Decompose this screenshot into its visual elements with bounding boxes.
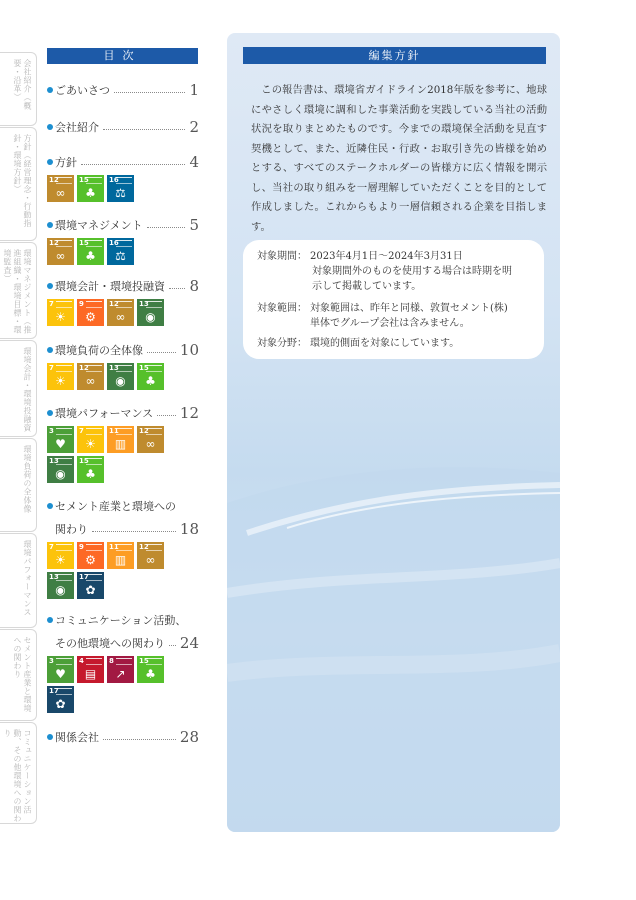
- bullet-icon: [47, 617, 53, 623]
- sdg-glyph: ◉: [145, 310, 156, 324]
- side-tab-label: 環境負荷の全体像: [23, 445, 32, 513]
- toc-entry[interactable]: [47, 215, 199, 265]
- sdg-goal-16-icon: [107, 175, 134, 202]
- bullet-icon: [47, 734, 53, 740]
- toc-row: [47, 496, 199, 514]
- side-tab-performance[interactable]: [0, 533, 37, 628]
- sdg-caption-lines: [86, 574, 102, 581]
- policy-body: この報告書は、環境省ガイドライン2018年版を参考に、地球にやさしく環境に調和した事業活動を実践している当社の活動状況を取りまとめたものです。今までの環境保全活動を見直す契機として、また、近隣住民・行政・お取引き先の皆様を始めとする、すべてのステークホルダーの皆様方に広く情報を開示し、当社の取り組みを一層理解していただくことを目的として作成しました。これからもより一層信頼される企業を目指します。: [251, 84, 547, 233]
- sdg-icons: [47, 363, 167, 390]
- sdg-caption-lines: [86, 177, 102, 184]
- sdg-caption-lines: [146, 658, 162, 665]
- sdg-caption-lines: [86, 365, 102, 372]
- toc-page-number: 8: [189, 277, 199, 295]
- sdg-number: 15: [139, 657, 149, 665]
- sdg-goal-15-icon: [137, 363, 164, 390]
- sdg-glyph: ▥: [114, 553, 127, 567]
- info-key: 対象期間：: [257, 251, 307, 262]
- sdg-number: 15: [79, 176, 89, 184]
- leader-dots: [169, 645, 176, 646]
- toc-page-number: 24: [179, 634, 199, 652]
- sdg-number: 15: [79, 457, 89, 465]
- toc-title: 目次: [47, 48, 198, 64]
- toc-row: [47, 215, 199, 233]
- side-tab-management[interactable]: [0, 242, 37, 339]
- sdg-glyph: ↗: [115, 667, 126, 681]
- sdg-number: 12: [139, 427, 149, 435]
- sdg-number: 13: [109, 364, 119, 372]
- sdg-glyph: ♣: [145, 667, 156, 681]
- side-tab-load[interactable]: [0, 438, 37, 532]
- toc-page-number: 10: [179, 341, 199, 359]
- sdg-caption-lines: [86, 458, 102, 465]
- sdg-glyph: ▤: [84, 667, 97, 681]
- leader-dots: [103, 129, 185, 130]
- leader-dots: [147, 227, 186, 228]
- leader-dots: [157, 415, 176, 416]
- sdg-number: 13: [139, 300, 149, 308]
- sdg-goal-17-icon: [47, 686, 74, 713]
- side-tab-company[interactable]: [0, 52, 37, 126]
- sdg-goal-12-icon: [77, 363, 104, 390]
- sdg-caption-lines: [116, 658, 132, 665]
- sdg-caption-lines: [146, 301, 162, 308]
- sdg-number: 13: [49, 573, 59, 581]
- info-value: 対象期間外のものを使用する場合は時期を明: [312, 265, 512, 277]
- sdg-glyph: ☀: [55, 553, 66, 567]
- side-tab-label: 会社紹介（概要・沿革）: [13, 59, 32, 110]
- sdg-number: 9: [79, 543, 84, 551]
- toc-entry[interactable]: [47, 152, 199, 202]
- sdg-goal-15-icon: [77, 456, 104, 483]
- toc-label: ごあいさつ: [55, 84, 110, 97]
- editorial-policy-panel: [227, 33, 560, 832]
- toc-entry[interactable]: [47, 727, 199, 745]
- sdg-number: 15: [79, 239, 89, 247]
- toc-label: 環境マネジメント: [55, 219, 143, 232]
- sdg-goal-12-icon: [107, 299, 134, 326]
- toc-label: 環境会計・環境投融資: [55, 280, 165, 293]
- toc-label: 方針: [55, 156, 77, 169]
- leader-dots: [81, 164, 185, 165]
- sdg-caption-lines: [146, 428, 162, 435]
- sdg-goal-7-icon: [47, 542, 74, 569]
- sdg-number: 7: [49, 543, 54, 551]
- sdg-goal-13-icon: [137, 299, 164, 326]
- sdg-glyph: ☀: [55, 310, 66, 324]
- sdg-goal-17-icon: [77, 572, 104, 599]
- sdg-goal-12-icon: [137, 426, 164, 453]
- sdg-caption-lines: [56, 688, 72, 695]
- sdg-caption-lines: [116, 428, 132, 435]
- policy-title: 編集方針: [243, 47, 546, 64]
- sdg-number: 16: [109, 176, 119, 184]
- info-value: 対象範囲は、昨年と同様、敦賀セメント(株): [310, 303, 508, 314]
- sdg-goal-11-icon: [107, 426, 134, 453]
- info-value: 単体でグループ会社は含みません。: [310, 317, 470, 329]
- leader-dots: [103, 739, 176, 740]
- sdg-glyph: ◉: [55, 467, 66, 481]
- sdg-number: 8: [109, 657, 114, 665]
- sdg-goal-12-icon: [47, 175, 74, 202]
- toc-page-number: 1: [189, 81, 199, 99]
- sdg-glyph: ✿: [85, 583, 96, 597]
- toc-row: [47, 633, 199, 651]
- bullet-icon: [47, 124, 53, 130]
- sdg-caption-lines: [56, 544, 72, 551]
- toc-entry[interactable]: [47, 340, 199, 390]
- sdg-goal-16-icon: [107, 238, 134, 265]
- leader-dots: [114, 92, 185, 93]
- sdg-glyph: ✿: [55, 697, 66, 711]
- sdg-number: 3: [49, 427, 54, 435]
- sdg-goal-12-icon: [47, 238, 74, 265]
- sdg-glyph: ♥: [55, 667, 66, 681]
- bullet-icon: [47, 410, 53, 416]
- toc-entry[interactable]: [47, 610, 199, 713]
- side-tab-label: 環境パフォーマンス: [23, 540, 32, 617]
- side-tab-label: 環境マネジメント（推進組織・環境目標・環境監査）: [3, 249, 32, 334]
- toc-entry[interactable]: [47, 403, 199, 483]
- toc-label: 環境パフォーマンス: [55, 407, 154, 420]
- sdg-caption-lines: [56, 240, 72, 247]
- sdg-glyph: ∞: [55, 249, 66, 263]
- toc-row: [47, 80, 199, 98]
- sdg-caption-lines: [86, 240, 102, 247]
- sdg-number: 12: [49, 176, 59, 184]
- sdg-number: 17: [79, 573, 89, 581]
- sdg-icons: [47, 238, 167, 265]
- side-tab-label: 環境会計・環境投融資: [23, 347, 32, 432]
- bullet-icon: [47, 503, 53, 509]
- sdg-goal-7-icon: [47, 363, 74, 390]
- toc-row: [47, 610, 199, 628]
- sdg-caption-lines: [56, 574, 72, 581]
- toc-page-number: 12: [179, 404, 199, 422]
- toc-row: [47, 403, 199, 421]
- sdg-goal-7-icon: [77, 426, 104, 453]
- sdg-goal-13-icon: [47, 456, 74, 483]
- sdg-glyph: ∞: [145, 553, 156, 567]
- sdg-caption-lines: [116, 177, 132, 184]
- side-tab-label: 方針（経営理念・行動指針・環境方針）: [13, 134, 32, 228]
- sdg-number: 12: [139, 543, 149, 551]
- toc-entry[interactable]: [47, 80, 199, 98]
- sdg-number: 16: [109, 239, 119, 247]
- sdg-goal-9-icon: [77, 299, 104, 326]
- bullet-icon: [47, 283, 53, 289]
- toc-label-continued: 関わり: [55, 523, 88, 536]
- toc-label: コミュニケーション活動、: [55, 614, 187, 627]
- toc-page-number: 28: [179, 728, 199, 746]
- toc-page-number: 4: [189, 153, 199, 171]
- toc-row: [47, 340, 199, 358]
- sdg-glyph: ⚖: [115, 249, 126, 263]
- sdg-caption-lines: [56, 177, 72, 184]
- sdg-glyph: ◉: [115, 374, 126, 388]
- toc-label-continued: その他環境への関わり: [55, 637, 165, 650]
- sdg-glyph: ⚖: [115, 186, 126, 200]
- sdg-caption-lines: [116, 544, 132, 551]
- info-value: 環境的側面を対象にしています。: [310, 338, 460, 349]
- sdg-number: 17: [49, 687, 59, 695]
- sdg-goal-7-icon: [47, 299, 74, 326]
- bullet-icon: [47, 87, 53, 93]
- sdg-caption-lines: [86, 428, 102, 435]
- sdg-goal-3-icon: [47, 656, 74, 683]
- sdg-caption-lines: [56, 428, 72, 435]
- side-tab-cement[interactable]: [0, 629, 37, 721]
- sdg-caption-lines: [86, 301, 102, 308]
- sdg-number: 7: [49, 300, 54, 308]
- sdg-number: 12: [49, 239, 59, 247]
- sdg-goal-4-icon: [77, 656, 104, 683]
- sdg-icons: [47, 299, 167, 326]
- toc-row: [47, 276, 199, 294]
- info-key: 対象分野：: [257, 338, 307, 349]
- side-tab-policy[interactable]: [0, 127, 37, 241]
- sdg-icons: [47, 542, 167, 599]
- sdg-caption-lines: [116, 365, 132, 372]
- sdg-glyph: ♣: [145, 374, 156, 388]
- sdg-number: 4: [79, 657, 84, 665]
- sdg-glyph: ∞: [55, 186, 66, 200]
- toc-page-number: 5: [189, 216, 199, 234]
- sdg-number: 15: [139, 364, 149, 372]
- side-tab-accounting[interactable]: [0, 340, 37, 437]
- info-key: 対象範囲：: [257, 303, 307, 314]
- leader-dots: [147, 352, 176, 353]
- sdg-goal-13-icon: [107, 363, 134, 390]
- bullet-icon: [47, 222, 53, 228]
- toc-row: [47, 519, 199, 537]
- sdg-caption-lines: [146, 365, 162, 372]
- sdg-icons: [47, 656, 167, 713]
- toc-entry[interactable]: [47, 496, 199, 599]
- info-value: 示して掲載しています。: [312, 280, 422, 292]
- toc-row: [47, 727, 199, 745]
- sdg-number: 9: [79, 300, 84, 308]
- toc-label: 会社紹介: [55, 121, 99, 134]
- sdg-glyph: ∞: [85, 374, 96, 388]
- sdg-number: 12: [109, 300, 119, 308]
- sdg-icons: [47, 175, 167, 202]
- sdg-goal-15-icon: [77, 175, 104, 202]
- sdg-glyph: ♣: [85, 467, 96, 481]
- scope-info-box: [243, 240, 544, 359]
- sdg-glyph: ∞: [115, 310, 126, 324]
- toc-label: 環境負荷の全体像: [55, 344, 143, 357]
- sdg-number: 11: [109, 543, 119, 551]
- leader-dots: [92, 531, 176, 532]
- toc-label: セメント産業と環境への: [55, 500, 176, 513]
- sdg-caption-lines: [86, 544, 102, 551]
- sdg-goal-9-icon: [77, 542, 104, 569]
- side-tab-label: コミュニケーション活動、その他環境への関わり: [3, 729, 32, 823]
- leader-dots: [169, 288, 185, 289]
- sdg-goal-15-icon: [77, 238, 104, 265]
- toc-row: [47, 152, 199, 170]
- sdg-number: 12: [79, 364, 89, 372]
- sdg-caption-lines: [116, 301, 132, 308]
- toc-entry[interactable]: [47, 117, 199, 135]
- sdg-glyph: ⚙: [85, 553, 96, 567]
- sdg-glyph: ⚙: [85, 310, 96, 324]
- sdg-number: 3: [49, 657, 54, 665]
- sdg-caption-lines: [86, 658, 102, 665]
- sdg-goal-13-icon: [47, 572, 74, 599]
- sdg-glyph: ▥: [114, 437, 127, 451]
- sdg-caption-lines: [56, 658, 72, 665]
- sdg-goal-15-icon: [137, 656, 164, 683]
- info-value: 2023年4月1日～2024年3月31日: [310, 251, 463, 262]
- sdg-caption-lines: [56, 365, 72, 372]
- sdg-glyph: ♣: [85, 249, 96, 263]
- sdg-goal-8-icon: [107, 656, 134, 683]
- toc-label: 関係会社: [55, 731, 99, 744]
- sdg-goal-12-icon: [137, 542, 164, 569]
- sdg-goal-11-icon: [107, 542, 134, 569]
- toc-page-number: 18: [179, 520, 199, 538]
- sdg-glyph: ♥: [55, 437, 66, 451]
- side-tab-communication[interactable]: [0, 722, 37, 824]
- sdg-goal-3-icon: [47, 426, 74, 453]
- side-tab-label: セメント産業と環境への関わり: [13, 636, 32, 713]
- sdg-glyph: ☀: [85, 437, 96, 451]
- bullet-icon: [47, 159, 53, 165]
- sdg-number: 7: [79, 427, 84, 435]
- sdg-glyph: ∞: [145, 437, 156, 451]
- sdg-glyph: ♣: [85, 186, 96, 200]
- toc-page-number: 2: [189, 118, 199, 136]
- bullet-icon: [47, 347, 53, 353]
- sdg-number: 13: [49, 457, 59, 465]
- toc-entry[interactable]: [47, 276, 199, 326]
- sdg-caption-lines: [116, 240, 132, 247]
- sdg-number: 7: [49, 364, 54, 372]
- sdg-glyph: ◉: [55, 583, 66, 597]
- sdg-icons: [47, 426, 167, 483]
- sdg-number: 11: [109, 427, 119, 435]
- sdg-glyph: ☀: [55, 374, 66, 388]
- sdg-caption-lines: [56, 458, 72, 465]
- sdg-caption-lines: [56, 301, 72, 308]
- sdg-caption-lines: [146, 544, 162, 551]
- toc-row: [47, 117, 199, 135]
